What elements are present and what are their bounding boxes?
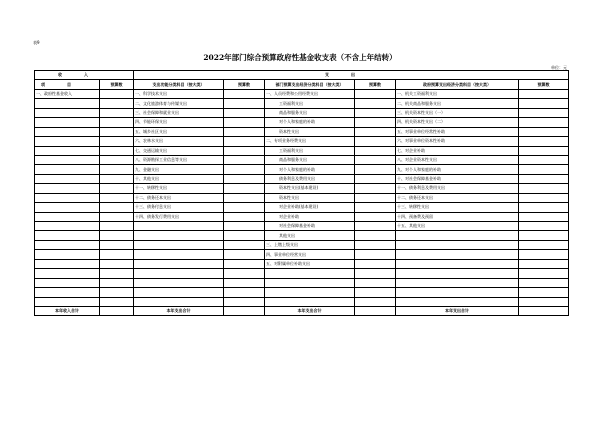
empty-label-cell — [35, 146, 100, 155]
amount-cell — [100, 118, 134, 127]
amount-cell — [519, 108, 569, 117]
item-label: 七、对企业补助 — [396, 146, 519, 155]
amount-cell — [100, 297, 134, 306]
empty-label-cell — [35, 127, 100, 136]
amount-cell — [519, 165, 569, 174]
table-row — [35, 165, 569, 174]
empty-label-cell — [35, 99, 100, 108]
item-label: 十四、债务发行费用支出 — [134, 212, 224, 221]
item-label: 一、科学技术支出 — [134, 89, 224, 98]
amount-cell — [224, 89, 265, 98]
amount-cell — [519, 118, 569, 127]
item-label: 十、其他支出 — [134, 174, 224, 183]
total-amount-cell — [519, 306, 569, 315]
item-label: 四、节能环保支出 — [134, 118, 224, 127]
item-label: 十三、债务付息支出 — [134, 203, 224, 212]
column-header: 预算数 — [519, 80, 569, 89]
table-row — [35, 259, 569, 268]
unit-label: 单位：元 — [551, 65, 567, 70]
empty-label-cell — [35, 278, 100, 287]
item-label: 七、交通运输支出 — [134, 146, 224, 155]
table-row — [35, 250, 569, 259]
item-label: 八、资源勘探工业信息等支出 — [134, 155, 224, 164]
amount-cell — [100, 174, 134, 183]
item-label: 对企业补助(基本建设) — [265, 203, 355, 212]
total-label: 本年支出合计 — [134, 306, 224, 315]
amount-cell — [355, 212, 396, 221]
column-header: 政府预算支出经济分类科目（按大类） — [396, 80, 519, 89]
empty-label-cell — [35, 203, 100, 212]
amount-cell — [100, 222, 134, 231]
amount-cell — [355, 137, 396, 146]
item-label: 商品和服务支出 — [265, 155, 355, 164]
empty-label-cell — [35, 174, 100, 183]
amount-cell — [100, 165, 134, 174]
item-label: 对社会保障基金补助 — [265, 222, 355, 231]
column-header: 支出功能分类科目（按大类） — [134, 80, 224, 89]
amount-cell — [519, 203, 569, 212]
amount-cell — [224, 174, 265, 183]
empty-label-cell — [134, 259, 224, 268]
empty-label-cell — [35, 259, 100, 268]
table-row — [35, 127, 569, 136]
amount-cell — [100, 137, 134, 146]
amount-cell — [519, 184, 569, 193]
amount-cell — [224, 278, 265, 287]
amount-cell — [224, 203, 265, 212]
empty-label-cell — [396, 250, 519, 259]
amount-cell — [355, 203, 396, 212]
column-header-row — [35, 80, 569, 89]
amount-cell — [355, 259, 396, 268]
table-row — [35, 278, 569, 287]
amount-cell — [100, 184, 134, 193]
table-row — [35, 288, 569, 297]
amount-cell — [100, 155, 134, 164]
amount-cell — [355, 193, 396, 202]
column-header: 预算数 — [224, 80, 265, 89]
amount-cell — [519, 89, 569, 98]
item-label: 资本性支出 — [265, 127, 355, 136]
amount-cell — [355, 231, 396, 240]
empty-label-cell — [35, 108, 100, 117]
expense-section-header: 支出 — [134, 71, 569, 80]
amount-cell — [224, 250, 265, 259]
empty-label-cell — [134, 278, 224, 287]
item-label: 十三、转移性支出 — [396, 203, 519, 212]
item-label: 十二、债务还本支出 — [134, 193, 224, 202]
empty-label-cell — [35, 212, 100, 221]
item-label: 九、对个人和家庭的补助 — [396, 165, 519, 174]
item-label: 六、农林水支出 — [134, 137, 224, 146]
amount-cell — [224, 212, 265, 221]
amount-cell — [100, 278, 134, 287]
empty-label-cell — [134, 250, 224, 259]
empty-label-cell — [265, 288, 355, 297]
column-header: 项目 — [35, 80, 100, 89]
amount-cell — [519, 146, 569, 155]
table-row — [35, 118, 569, 127]
item-label: 十一、转移性支出 — [134, 184, 224, 193]
item-label: 二、专项业务经费支出 — [265, 137, 355, 146]
amount-cell — [355, 250, 396, 259]
amount-cell — [519, 240, 569, 249]
item-label: 八、对企业资本性支出 — [396, 155, 519, 164]
amount-cell — [519, 193, 569, 202]
amount-cell — [519, 155, 569, 164]
amount-cell — [100, 89, 134, 98]
amount-cell — [224, 146, 265, 155]
empty-label-cell — [134, 288, 224, 297]
amount-cell — [355, 222, 396, 231]
amount-cell — [355, 184, 396, 193]
item-label: 三、社会保障和就业支出 — [134, 108, 224, 117]
table-row — [35, 297, 569, 306]
empty-label-cell — [35, 165, 100, 174]
item-label: 资本性支出 — [265, 193, 355, 202]
amount-cell — [355, 174, 396, 183]
amount-cell — [355, 108, 396, 117]
empty-label-cell — [35, 288, 100, 297]
item-label: 对个人和家庭的补助 — [265, 118, 355, 127]
empty-label-cell — [35, 193, 100, 202]
column-header: 部门预算支出经济分类科目（按大类） — [265, 80, 355, 89]
amount-cell — [100, 212, 134, 221]
amount-cell — [224, 99, 265, 108]
item-label: 其他支出 — [265, 231, 355, 240]
amount-cell — [355, 240, 396, 249]
item-label: 债务利息及费用支出 — [265, 174, 355, 183]
amount-cell — [519, 250, 569, 259]
amount-cell — [100, 108, 134, 117]
amount-cell — [519, 137, 569, 146]
table-tag: 表9 — [33, 40, 40, 45]
empty-label-cell — [35, 231, 100, 240]
amount-cell — [355, 165, 396, 174]
amount-cell — [100, 288, 134, 297]
page-title: 2022年部门综合预算政府性基金收支表（不含上年结转） — [203, 53, 397, 62]
item-label: 工资福利支出 — [265, 146, 355, 155]
item-label: 四、事业单位经营支出 — [265, 250, 355, 259]
item-label: 商品和服务支出 — [265, 108, 355, 117]
amount-cell — [519, 269, 569, 278]
amount-cell — [355, 99, 396, 108]
amount-cell — [519, 288, 569, 297]
income-section-header: 收入 — [35, 71, 134, 80]
amount-cell — [224, 288, 265, 297]
table-row — [35, 193, 569, 202]
amount-cell — [355, 146, 396, 155]
empty-label-cell — [396, 278, 519, 287]
empty-label-cell — [35, 250, 100, 259]
item-label: 资本性支出(基本建设) — [265, 184, 355, 193]
empty-label-cell — [35, 240, 100, 249]
amount-cell — [355, 127, 396, 136]
amount-cell — [224, 240, 265, 249]
amount-cell — [224, 222, 265, 231]
amount-cell — [224, 259, 265, 268]
amount-cell — [224, 155, 265, 164]
table-row — [35, 99, 569, 108]
amount-cell — [224, 118, 265, 127]
amount-cell — [100, 146, 134, 155]
table-row — [35, 203, 569, 212]
table-row — [35, 231, 569, 240]
amount-cell — [519, 259, 569, 268]
amount-cell — [100, 127, 134, 136]
item-label: 五、城乡社区支出 — [134, 127, 224, 136]
table-row — [35, 240, 569, 249]
item-label: 十五、其他支出 — [396, 222, 519, 231]
item-label: 四、机关资本性支出（二） — [396, 118, 519, 127]
item-label: 一、机关工资福利支出 — [396, 89, 519, 98]
section-header-row — [35, 71, 569, 80]
amount-cell — [519, 127, 569, 136]
total-label: 本年支出合计 — [265, 306, 355, 315]
amount-cell — [100, 203, 134, 212]
fund-table — [34, 70, 569, 316]
amount-cell — [355, 89, 396, 98]
item-label: 工资福利支出 — [265, 99, 355, 108]
table-row — [35, 89, 569, 98]
column-header: 预算数 — [355, 80, 396, 89]
empty-label-cell — [396, 297, 519, 306]
column-header: 预算数 — [100, 80, 134, 89]
amount-cell — [355, 288, 396, 297]
table-row — [35, 184, 569, 193]
amount-cell — [355, 155, 396, 164]
item-label: 十一、债务利息及费用支出 — [396, 184, 519, 193]
amount-cell — [355, 297, 396, 306]
table-row — [35, 212, 569, 221]
total-amount-cell — [355, 306, 396, 315]
empty-label-cell — [265, 269, 355, 278]
total-amount-cell — [100, 306, 134, 315]
item-label: 六、对事业单位资本性补助 — [396, 137, 519, 146]
item-label: 五、对附属单位补助支出 — [265, 259, 355, 268]
item-label: 十四、预备费及预留 — [396, 212, 519, 221]
amount-cell — [224, 127, 265, 136]
empty-label-cell — [35, 269, 100, 278]
total-label: 本年支出合计 — [396, 306, 519, 315]
amount-cell — [519, 212, 569, 221]
item-label: 三、上缴上级支出 — [265, 240, 355, 249]
amount-cell — [355, 278, 396, 287]
item-label: 对个人和家庭的补助 — [265, 165, 355, 174]
total-label: 本年收入合计 — [35, 306, 100, 315]
item-label: 一、人员经费和公用经费支出 — [265, 89, 355, 98]
amount-cell — [519, 99, 569, 108]
amount-cell — [519, 174, 569, 183]
table-row — [35, 155, 569, 164]
empty-label-cell — [35, 155, 100, 164]
amount-cell — [100, 269, 134, 278]
amount-cell — [224, 108, 265, 117]
amount-cell — [519, 278, 569, 287]
amount-cell — [224, 297, 265, 306]
item-label: 二、文化旅游体育与传媒支出 — [134, 99, 224, 108]
empty-label-cell — [265, 278, 355, 287]
item-label: 五、对事业单位经常性补助 — [396, 127, 519, 136]
amount-cell — [100, 240, 134, 249]
empty-label-cell — [396, 231, 519, 240]
empty-label-cell — [35, 222, 100, 231]
item-label: 十二、债务还本支出 — [396, 193, 519, 202]
empty-label-cell — [35, 184, 100, 193]
amount-cell — [100, 231, 134, 240]
item-label: 三、机关资本性支出（一） — [396, 108, 519, 117]
item-label: 二、机关商品和服务支出 — [396, 99, 519, 108]
item-label: 九、金融支出 — [134, 165, 224, 174]
amount-cell — [519, 297, 569, 306]
total-amount-cell — [224, 306, 265, 315]
total-row — [35, 306, 569, 315]
amount-cell — [519, 222, 569, 231]
amount-cell — [224, 137, 265, 146]
item-label: 一、政府性基金收入 — [35, 89, 100, 98]
amount-cell — [100, 99, 134, 108]
empty-label-cell — [35, 118, 100, 127]
table-row — [35, 137, 569, 146]
empty-label-cell — [35, 137, 100, 146]
item-label: 对企业补助 — [265, 212, 355, 221]
empty-label-cell — [134, 297, 224, 306]
amount-cell — [224, 184, 265, 193]
amount-cell — [100, 193, 134, 202]
empty-label-cell — [396, 259, 519, 268]
amount-cell — [100, 259, 134, 268]
empty-label-cell — [396, 240, 519, 249]
amount-cell — [355, 269, 396, 278]
amount-cell — [224, 165, 265, 174]
amount-cell — [100, 250, 134, 259]
item-label: 十、对社会保障基金补助 — [396, 174, 519, 183]
empty-label-cell — [396, 269, 519, 278]
amount-cell — [224, 269, 265, 278]
empty-label-cell — [35, 297, 100, 306]
table-row — [35, 108, 569, 117]
empty-label-cell — [134, 222, 224, 231]
amount-cell — [519, 231, 569, 240]
amount-cell — [224, 231, 265, 240]
amount-cell — [224, 193, 265, 202]
table-row — [35, 174, 569, 183]
empty-label-cell — [134, 231, 224, 240]
table-row — [35, 222, 569, 231]
table-row — [35, 146, 569, 155]
table-row — [35, 269, 569, 278]
empty-label-cell — [134, 240, 224, 249]
amount-cell — [355, 118, 396, 127]
empty-label-cell — [265, 297, 355, 306]
empty-label-cell — [134, 269, 224, 278]
empty-label-cell — [396, 288, 519, 297]
